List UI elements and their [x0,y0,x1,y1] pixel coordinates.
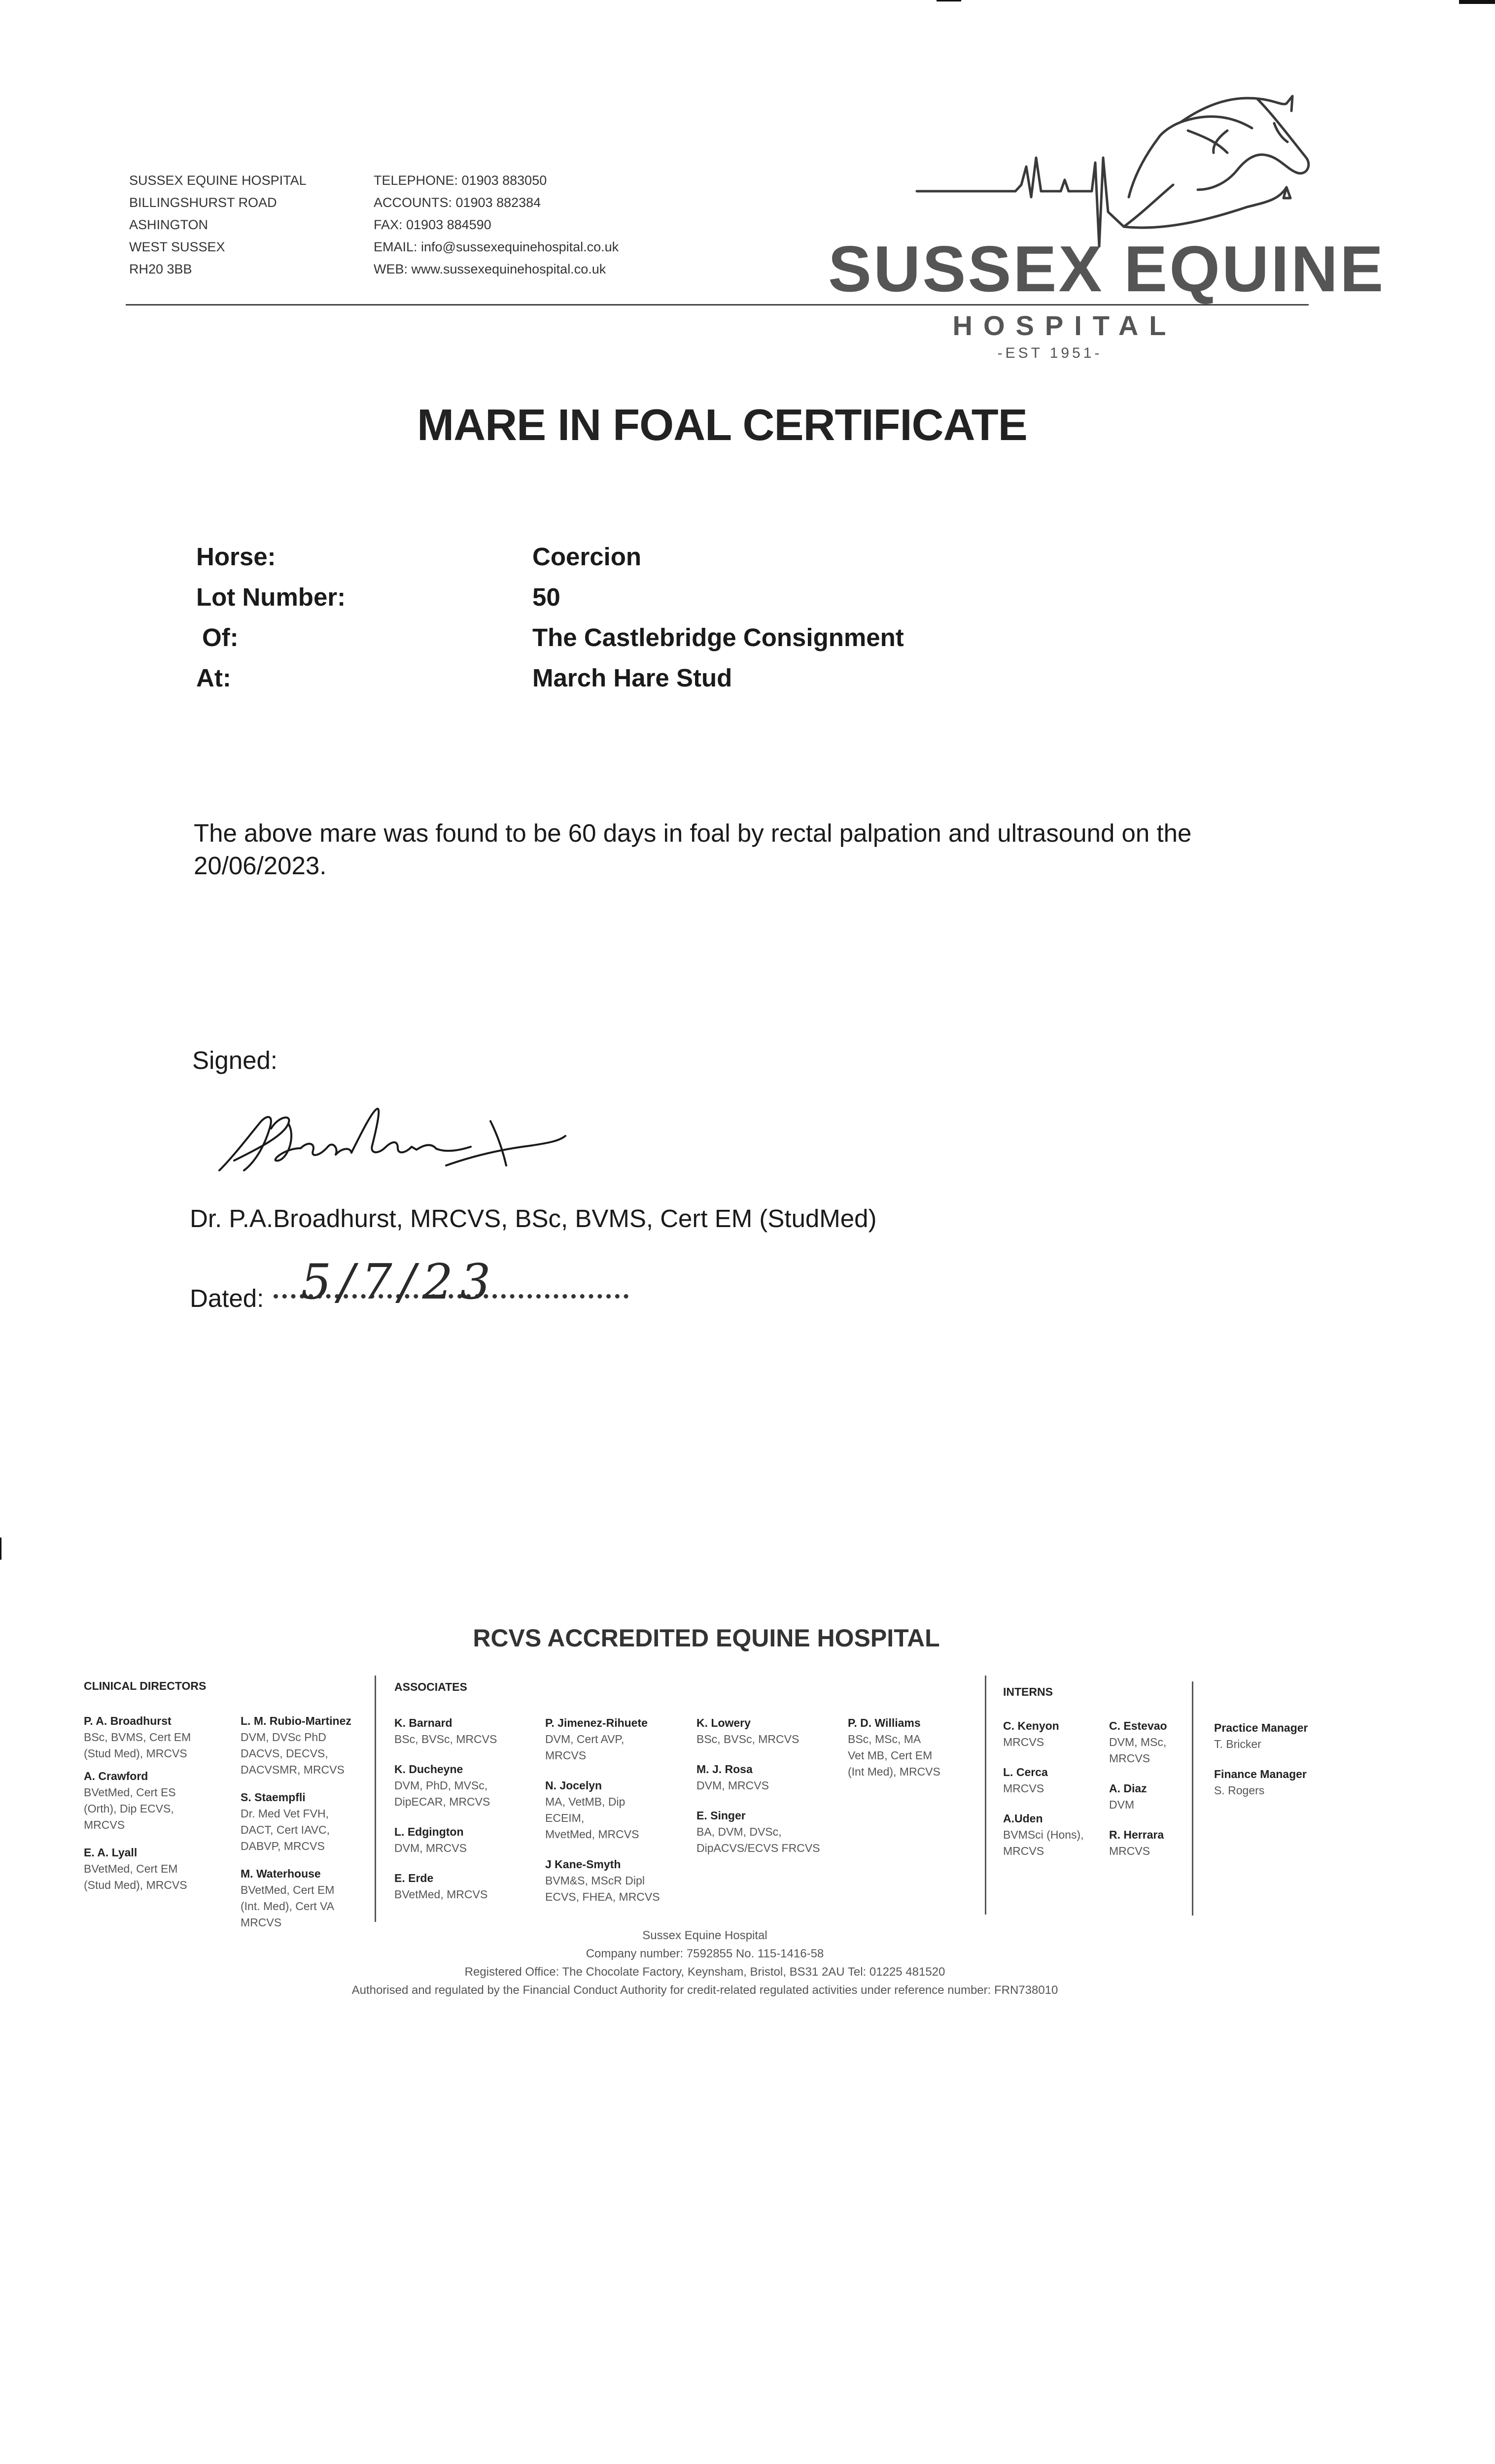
staff-entry: J Kane-Smyth BVM&S, MScR Dipl ECVS, FHEA, MRCVS [545,1858,660,1903]
address-line: WEST SUSSEX [129,240,225,254]
associates-column-1 [394,1715,497,1919]
logo-established: -EST 1951- [997,345,1103,361]
column-divider [375,1676,376,1922]
logo-subtitle: HOSPITAL [952,310,1177,341]
hospital-contacts [374,170,619,280]
field-label-of: Of: [202,623,239,651]
interns-heading: INTERNS [1003,1685,1053,1698]
contact-line: WEB: www.sussexequinehospital.co.uk [374,262,606,276]
contact-line: ACCOUNTS: 01903 882384 [374,195,541,210]
staff-entry: R. Herrara MRCVS [1109,1828,1164,1857]
signer-name: Dr. P.A.Broadhurst, MRCVS, BSc, BVMS, Cert EM (StudMed) [190,1204,877,1232]
associates-column-4 [848,1715,940,1796]
interns-column-2 [1109,1718,1167,1876]
field-value-at: March Hare Stud [532,664,732,692]
scan-mark [937,0,961,1]
dated-label: Dated: [190,1284,264,1312]
handwritten-date: 5/7/23 [301,1254,498,1310]
directors-column-2 [241,1713,351,1947]
staff-entry: P. Jimenez-Rihuete DVM, Cert AVP, MRCVS [545,1716,648,1762]
staff-entry: E. A. Lyall BVetMed, Cert EM (Stud Med), MRCVS [84,1846,187,1891]
staff-entry: A. Diaz DVM [1109,1782,1147,1811]
fca-statement: Authorised and regulated by the Financial Conduct Authority for credit-related regulated activities under reference number: FRN738010 [351,1984,1058,1997]
field-label-lot: Lot Number: [196,583,346,611]
scan-mark [0,1538,1,1560]
management-column [1214,1720,1308,1815]
accreditation-heading: RCVS ACCREDITED EQUINE HOSPITAL [473,1624,940,1652]
address-line: BILLINGSHURST ROAD [129,195,277,210]
staff-entry: C. Estevao DVM, MSc, MRCVS [1109,1719,1167,1765]
field-label-at: At: [196,664,231,692]
contact-line: TELEPHONE: 01903 883050 [374,173,547,188]
hospital-address [129,170,307,280]
address-line: ASHINGTON [129,217,209,232]
staff-entry: Practice Manager T. Bricker [1214,1721,1308,1750]
interns-column-1 [1003,1718,1084,1876]
logo-wordmark: SUSSEX EQUINE [828,233,1386,305]
associates-column-3 [696,1715,820,1873]
column-divider [985,1676,986,1915]
certificate-title: MARE IN FOAL CERTIFICATE [417,401,1027,450]
associates-heading: ASSOCIATES [394,1680,467,1693]
staff-entry: L. Cerca MRCVS [1003,1766,1048,1795]
signed-label: Signed: [192,1046,278,1074]
column-divider [1192,1681,1193,1916]
clinical-directors-heading: CLINICAL DIRECTORS [84,1679,207,1692]
field-value-of: The Castlebridge Consignment [532,623,904,651]
staff-entry: A. Crawford BVetMed, Cert ES (Orth), Dip ECVS, MRCVS [84,1770,176,1831]
address-line: RH20 3BB [129,262,192,276]
staff-entry: K. Ducheyne DVM, PhD, MVSc, DipECAR, MRCVS [394,1763,490,1808]
staff-entry: E. Erde BVetMed, MRCVS [394,1872,488,1901]
staff-entry: A.Uden BVMSci (Hons), MRCVS [1003,1812,1084,1857]
pregnancy-statement: The above mare was found to be 60 days in foal by rectal palpation and ultrasound on the 20/06/2023. [194,819,1192,880]
contact-line: EMAIL: info@sussexequinehospital.co.uk [374,240,619,254]
company-name: Sussex Equine Hospital [642,1929,767,1942]
staff-entry: M. J. Rosa DVM, MRCVS [696,1763,769,1792]
staff-entry: S. Staempfli Dr. Med Vet FVH, DACT, Cert IAVC, DABVP, MRCVS [241,1791,330,1852]
contact-line: FAX: 01903 884590 [374,217,491,232]
handwritten-signature [214,1101,569,1180]
associates-column-2 [545,1715,660,1921]
scan-mark [1459,0,1495,4]
field-value-horse: Coercion [532,543,642,571]
staff-entry: P. D. Williams BSc, MSc, MA Vet MB, Cert EM (Int Med), MRCVS [848,1716,940,1778]
staff-entry: Finance Manager S. Rogers [1214,1768,1307,1797]
registered-office: Registered Office: The Chocolate Factory, Keynsham, Bristol, BS31 2AU Tel: 01225 481520 [464,1965,945,1979]
staff-entry: E. Singer BA, DVM, DVSc, DipACVS/ECVS FRCVS [696,1809,820,1854]
staff-entry: L. M. Rubio-Martinez DVM, DVSc PhD DACVS, DECVS, DACVSMR, MRCVS [241,1714,351,1776]
field-label-horse: Horse: [196,543,276,571]
address-line: SUSSEX EQUINE HOSPITAL [129,173,307,188]
field-value-lot: 50 [532,583,560,611]
staff-entry: L. Edgington DVM, MRCVS [394,1825,467,1854]
company-number: Company number: 7592855 No. 115-1416-58 [586,1947,824,1960]
staff-entry: K. Lowery BSc, BVSc, MRCVS [696,1716,800,1745]
staff-entry: C. Kenyon MRCVS [1003,1719,1059,1748]
directors-column-1 [84,1713,191,1910]
staff-entry: P. A. Broadhurst BSc, BVMS, Cert EM (Stud Med), MRCVS [84,1714,191,1760]
staff-entry: M. Waterhouse BVetMed, Cert EM (Int. Med), Cert VA MRCVS [241,1867,335,1929]
staff-entry: K. Barnard BSc, BVSc, MRCVS [394,1716,497,1745]
staff-entry: N. Jocelyn MA, VetMB, Dip ECEIM, MvetMed, MRCVS [545,1779,639,1841]
